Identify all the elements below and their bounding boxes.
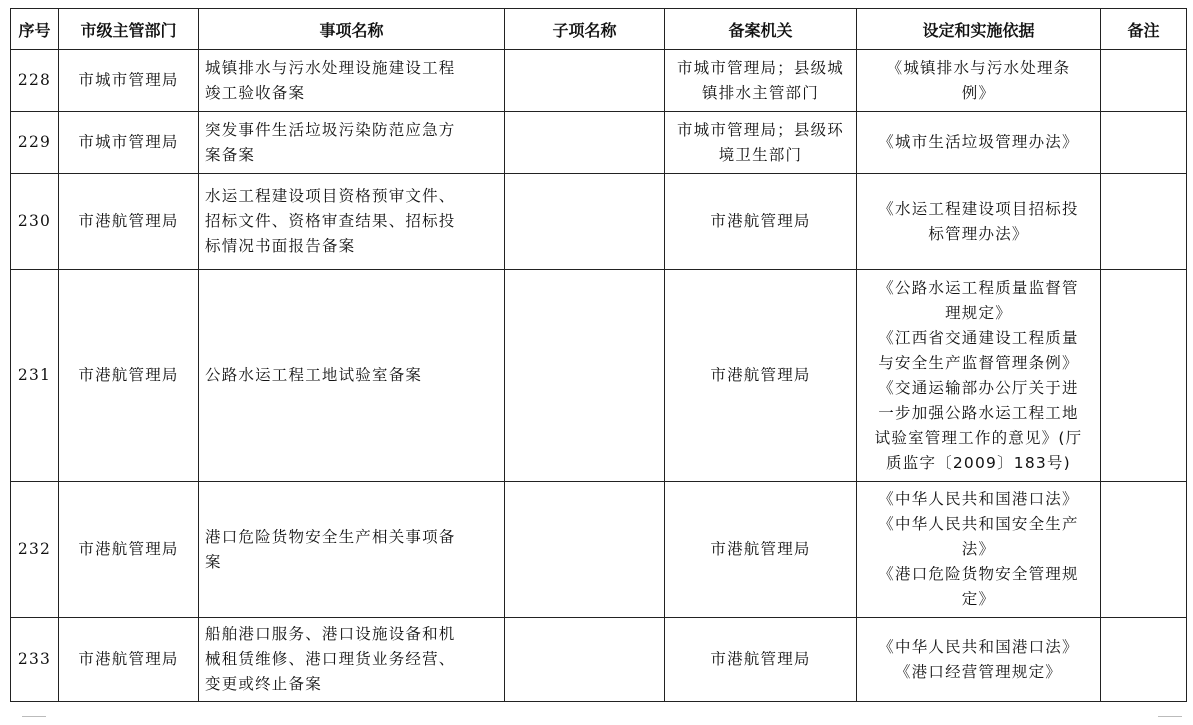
agency-line: 镇排水主管部门 xyxy=(702,83,819,102)
table-row xyxy=(11,174,1187,270)
item-line: 突发事件生活垃圾污染防范应急方 xyxy=(205,120,456,139)
cell-seq: 231 xyxy=(11,270,59,482)
cell-remark xyxy=(1101,270,1187,482)
cell-dept: 市港航管理局 xyxy=(59,270,199,482)
cell-subitem xyxy=(505,174,665,270)
page-corner-mark xyxy=(1158,716,1182,725)
agency-line: 市港航管理局 xyxy=(710,212,811,230)
agency-line: 市港航管理局 xyxy=(710,650,811,668)
basis-line: 《中华人民共和国港口法》 xyxy=(878,490,1079,508)
header-seq: 序号 xyxy=(11,9,59,50)
agency-line: 市港航管理局 xyxy=(710,366,811,384)
table-row xyxy=(11,270,1187,482)
cell-agency xyxy=(665,50,857,112)
cell-item xyxy=(199,270,505,482)
cell-subitem xyxy=(505,50,665,112)
header-subitem: 子项名称 xyxy=(505,9,665,50)
cell-basis xyxy=(857,112,1101,174)
item-line: 案备案 xyxy=(205,145,256,164)
cell-dept: 市城市管理局 xyxy=(59,112,199,174)
table-body xyxy=(11,50,1187,702)
item-line: 案 xyxy=(205,552,222,571)
basis-line: 试验室管理工作的意见》(厅 xyxy=(874,428,1083,447)
basis-line: 《交通运输部办公厅关于进 xyxy=(878,378,1079,397)
cell-subitem xyxy=(505,270,665,482)
basis-line: 定》 xyxy=(961,590,996,608)
cell-seq: 233 xyxy=(11,618,59,702)
item-line: 水运工程建设项目资格预审文件、 xyxy=(205,187,456,205)
header-agency: 备案机关 xyxy=(665,9,857,50)
basis-line: 例》 xyxy=(961,83,996,102)
item-line: 港口危险货物安全生产相关事项备 xyxy=(205,527,456,546)
basis-line: 《江西省交通建设工程质量 xyxy=(878,328,1079,347)
basis-line: 《城镇排水与污水处理条 xyxy=(886,58,1071,77)
basis-line: 与安全生产监督管理条例》 xyxy=(878,353,1079,372)
basis-line: 《港口经营管理规定》 xyxy=(894,662,1062,681)
cell-item xyxy=(199,618,505,702)
table-row xyxy=(11,618,1187,702)
cell-seq: 230 xyxy=(11,174,59,270)
basis-line: 《水运工程建设项目招标投 xyxy=(878,199,1079,218)
filing-items-table xyxy=(10,8,1187,702)
agency-line: 境卫生部门 xyxy=(718,145,803,164)
cell-item xyxy=(199,482,505,618)
item-line: 城镇排水与污水处理设施建设工程 xyxy=(205,58,456,77)
item-line: 公路水运工程工地试验室备案 xyxy=(205,366,423,384)
cell-basis xyxy=(857,270,1101,482)
cell-dept: 市港航管理局 xyxy=(59,174,199,270)
header-item: 事项名称 xyxy=(199,9,505,50)
item-line: 标情况书面报告备案 xyxy=(205,237,356,255)
cell-basis xyxy=(857,50,1101,112)
cell-remark xyxy=(1101,112,1187,174)
basis-line: 《中华人民共和国港口法》 xyxy=(878,637,1079,656)
cell-seq: 232 xyxy=(11,482,59,618)
cell-subitem xyxy=(505,112,665,174)
cell-dept: 市港航管理局 xyxy=(59,618,199,702)
table-row xyxy=(11,482,1187,618)
basis-line: 《中华人民共和国安全生产 xyxy=(878,515,1079,533)
table-row xyxy=(11,50,1187,112)
cell-agency xyxy=(665,112,857,174)
agency-line: 市港航管理局 xyxy=(710,540,811,558)
agency-line: 市城市管理局；县级城 xyxy=(676,58,844,77)
basis-line: 《港口危险货物安全管理规 xyxy=(878,565,1079,583)
table-header-row xyxy=(11,9,1187,50)
cell-agency xyxy=(665,482,857,618)
cell-agency xyxy=(665,174,857,270)
cell-subitem xyxy=(505,482,665,618)
cell-remark xyxy=(1101,482,1187,618)
basis-line: 理规定》 xyxy=(945,303,1012,322)
cell-dept: 市城市管理局 xyxy=(59,50,199,112)
cell-remark xyxy=(1101,50,1187,112)
item-line: 械租赁维修、港口理货业务经营、 xyxy=(205,650,456,668)
basis-line: 《公路水运工程质量监督管 xyxy=(878,278,1079,297)
cell-agency xyxy=(665,270,857,482)
item-line: 招标文件、资格审查结果、招标投 xyxy=(205,212,456,230)
cell-basis xyxy=(857,618,1101,702)
page-corner-mark xyxy=(22,716,46,725)
basis-line: 法》 xyxy=(961,540,996,558)
item-line: 变更或终止备案 xyxy=(205,675,322,693)
cell-item xyxy=(199,112,505,174)
cell-remark xyxy=(1101,618,1187,702)
cell-item xyxy=(199,174,505,270)
basis-line: 质监字〔2009〕183号) xyxy=(886,453,1071,472)
cell-dept: 市港航管理局 xyxy=(59,482,199,618)
table-row xyxy=(11,112,1187,174)
cell-remark xyxy=(1101,174,1187,270)
header-basis: 设定和实施依据 xyxy=(857,9,1101,50)
header-dept: 市级主管部门 xyxy=(59,9,199,50)
header-remark: 备注 xyxy=(1101,9,1187,50)
cell-basis xyxy=(857,174,1101,270)
item-line: 竣工验收备案 xyxy=(205,83,306,102)
agency-line: 市城市管理局；县级环 xyxy=(676,120,844,139)
cell-seq: 228 xyxy=(11,50,59,112)
cell-item xyxy=(199,50,505,112)
basis-line: 一步加强公路水运工程工地 xyxy=(878,403,1079,422)
cell-basis xyxy=(857,482,1101,618)
basis-line: 标管理办法》 xyxy=(928,224,1029,243)
item-line: 船舶港口服务、港口设施设备和机 xyxy=(205,625,456,643)
basis-line: 《城市生活垃圾管理办法》 xyxy=(878,133,1079,151)
cell-agency xyxy=(665,618,857,702)
cell-subitem xyxy=(505,618,665,702)
cell-seq: 229 xyxy=(11,112,59,174)
